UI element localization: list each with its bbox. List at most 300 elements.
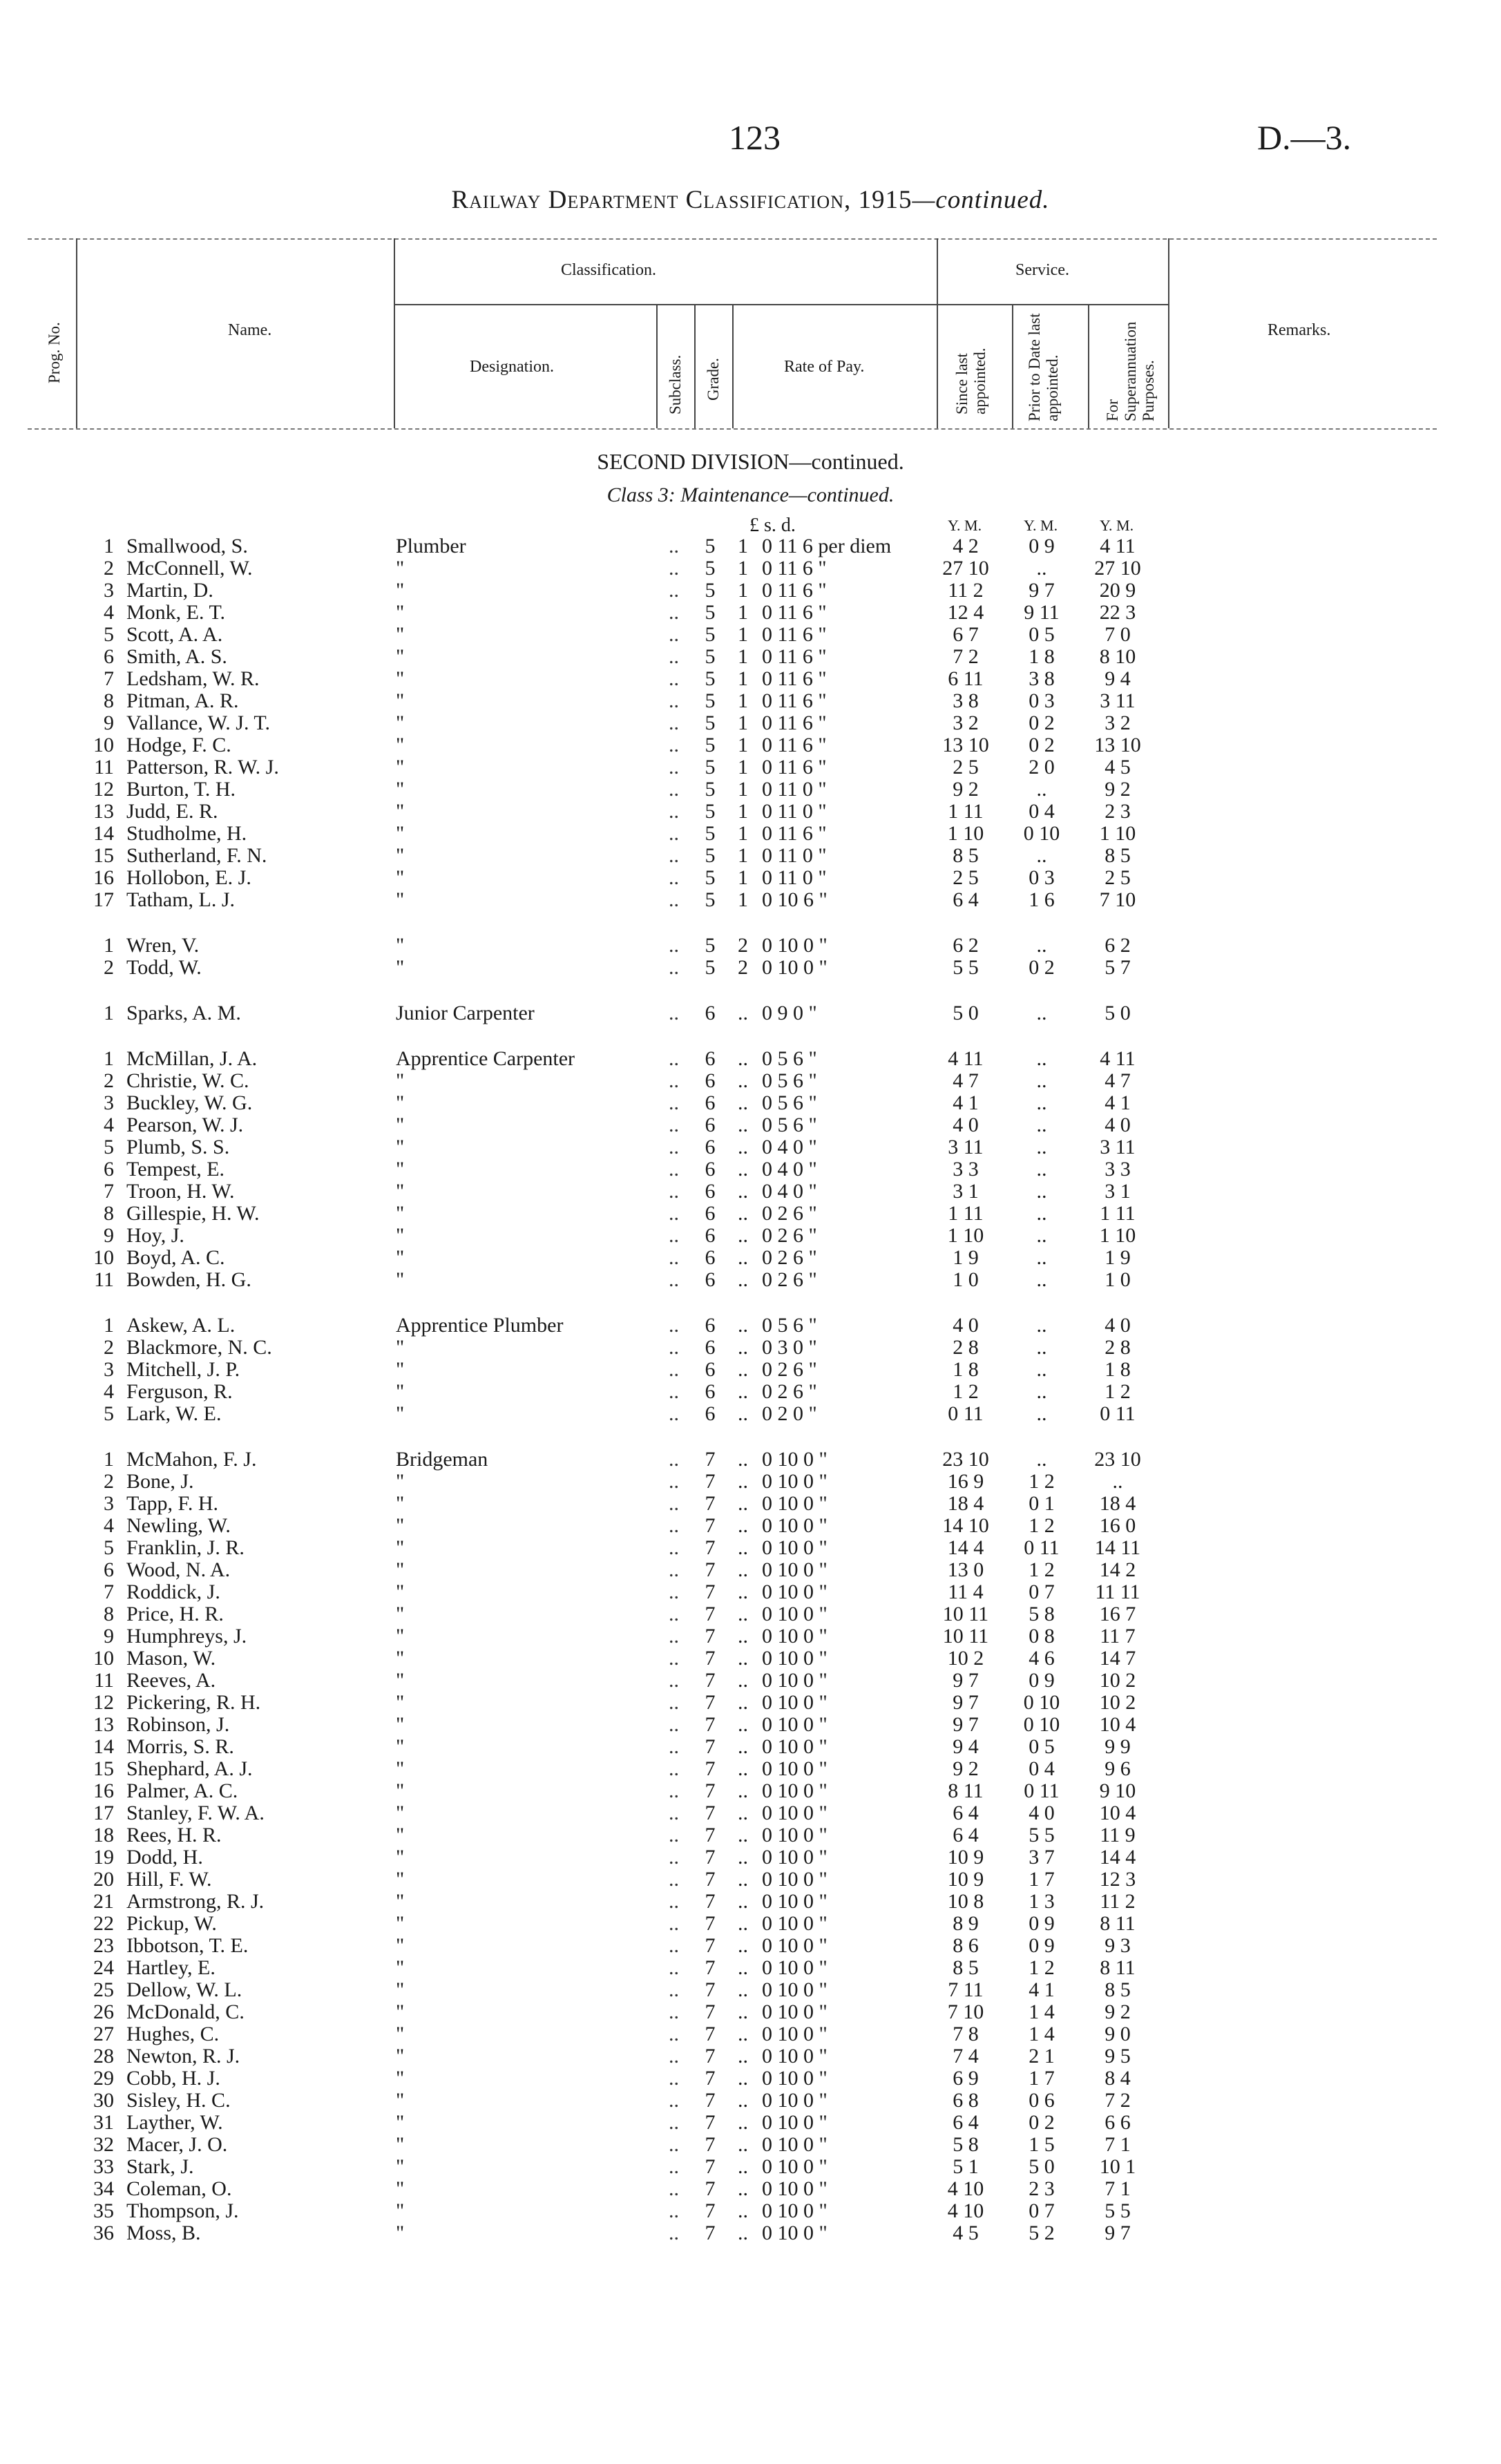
cell-superannuation: 3 1 (1105, 1180, 1131, 1203)
table-row (76, 1359, 1156, 1381)
cell-rate-of-pay: 0 2 6 " (762, 1202, 817, 1225)
cell-grade: .. (738, 2199, 748, 2222)
cell-subclass: 5 (705, 734, 716, 756)
cell-since-last: 1 8 (953, 1358, 979, 1381)
cell-name: Blackmore, N. C. (126, 1336, 272, 1359)
cell-name: Gillespie, H. W. (126, 1202, 260, 1225)
header-rate-of-pay: Rate of Pay. (784, 358, 865, 376)
cell-designation: " (396, 1934, 405, 1957)
cell-prog-no: 1 (104, 934, 114, 957)
cell-prog-no: 4 (104, 1514, 114, 1537)
cell-subclass: 7 (705, 1470, 716, 1493)
cell-grade: 1 (738, 711, 748, 734)
table-row (76, 1824, 1156, 1846)
cell-rate-of-pay: 0 11 0 " (762, 778, 827, 801)
cell-name: Newton, R. J. (126, 2045, 240, 2067)
cell-since-last: 10 11 (942, 1625, 989, 1648)
cell-prior-to: .. (1036, 1268, 1047, 1291)
table-row (76, 1269, 1156, 1291)
cell-grade: .. (738, 1890, 748, 1913)
cell-dots: .. (669, 1069, 679, 1092)
cell-subclass: 7 (705, 2111, 716, 2134)
cell-prog-no: 2 (104, 956, 114, 979)
table-row (76, 1515, 1156, 1537)
table-row (76, 1846, 1156, 1869)
cell-subclass: 5 (705, 601, 716, 624)
cell-grade: .. (738, 1069, 748, 1092)
cell-grade: .. (738, 2000, 748, 2023)
cell-dots: .. (669, 1448, 679, 1471)
cell-prog-no: 7 (104, 1580, 114, 1603)
cell-superannuation: 9 9 (1105, 1735, 1131, 1758)
cell-name: Vallance, W. J. T. (126, 711, 271, 734)
cell-prog-no: 1 (104, 1047, 114, 1070)
cell-dots: .. (669, 1047, 679, 1070)
cell-subclass: 6 (705, 1314, 716, 1337)
cell-subclass: 7 (705, 1580, 716, 1603)
table-row (76, 1913, 1156, 1935)
cell-grade: .. (738, 1536, 748, 1559)
cell-grade: .. (738, 1224, 748, 1247)
header-grade: Grade. (705, 358, 722, 401)
cell-name: Tapp, F. H. (126, 1492, 218, 1515)
cell-superannuation: 12 3 (1099, 1868, 1136, 1891)
cell-rate-of-pay: 0 10 0 " (762, 2067, 828, 2090)
cell-grade: .. (738, 1647, 748, 1670)
cell-designation: Plumber (396, 535, 466, 557)
table-row (76, 1002, 1156, 1024)
group-spacer (76, 979, 1156, 1002)
cell-dots: .. (669, 1380, 679, 1403)
cell-since-last: 27 10 (942, 557, 989, 580)
cell-since-last: 6 8 (953, 2089, 979, 2112)
cell-prior-to: 0 9 (1029, 1912, 1055, 1935)
cell-prog-no: 1 (104, 1314, 114, 1337)
cell-grade: .. (738, 1091, 748, 1114)
cell-prior-to: 5 5 (1029, 1824, 1055, 1846)
cell-superannuation: 3 2 (1105, 711, 1131, 734)
cell-since-last: 7 4 (953, 2045, 979, 2067)
cell-name: Macer, J. O. (126, 2133, 228, 2156)
cell-name: Stanley, F. W. A. (126, 1802, 265, 1824)
cell-designation: " (396, 601, 405, 624)
cell-subclass: 6 (705, 1246, 716, 1269)
cell-prog-no: 23 (93, 1934, 114, 1957)
table-row (76, 2134, 1156, 2156)
cell-designation: " (396, 1890, 405, 1913)
cell-designation: " (396, 1580, 405, 1603)
cell-dots: .. (669, 667, 679, 690)
cell-dots: .. (669, 601, 679, 624)
cell-rate-of-pay: 0 10 0 " (762, 1492, 828, 1515)
table-row (76, 1935, 1156, 1957)
table-row (76, 2023, 1156, 2045)
cell-prior-to: .. (1036, 1136, 1047, 1158)
cell-designation: " (396, 1691, 405, 1714)
header-since-wrap (953, 347, 995, 432)
cell-superannuation: 18 4 (1099, 1492, 1136, 1515)
cell-grade: 1 (738, 601, 748, 624)
cell-dots: .. (669, 2155, 679, 2178)
cell-designation: Apprentice Carpenter (396, 1047, 575, 1070)
cell-prog-no: 6 (104, 1558, 114, 1581)
cell-rate-of-pay: 0 10 0 " (762, 1625, 828, 1648)
document-reference: D.—3. (1257, 118, 1352, 157)
cell-prior-to: 0 1 (1029, 1492, 1055, 1515)
cell-since-last: 1 9 (953, 1246, 979, 1269)
cell-prog-no: 14 (93, 1735, 114, 1758)
cell-name: Troon, H. W. (126, 1180, 235, 1203)
table-row (76, 1736, 1156, 1758)
cell-prior-to: 3 8 (1029, 667, 1055, 690)
cell-prog-no: 15 (93, 844, 114, 867)
cell-dots: .. (669, 756, 679, 779)
cell-subclass: 6 (705, 1136, 716, 1158)
table-row (76, 823, 1156, 845)
cell-designation: " (396, 888, 405, 911)
cell-dots: .. (669, 2045, 679, 2067)
cell-dots: .. (669, 1158, 679, 1181)
table-row (76, 1957, 1156, 1979)
cell-subclass: 7 (705, 1735, 716, 1758)
cell-superannuation: 9 10 (1099, 1779, 1136, 1802)
cell-grade: .. (738, 2023, 748, 2045)
cell-superannuation: 14 7 (1099, 1647, 1136, 1670)
cell-since-last: 6 11 (948, 667, 984, 690)
cell-rate-of-pay: 0 11 6 " (762, 711, 827, 734)
cell-since-last: 6 7 (953, 623, 979, 646)
cell-grade: .. (738, 1314, 748, 1337)
cell-grade: .. (738, 1691, 748, 1714)
cell-grade: .. (738, 1868, 748, 1891)
cell-dots: .. (669, 956, 679, 979)
cell-dots: .. (669, 1514, 679, 1537)
table-row (76, 1758, 1156, 1780)
cell-designation: Junior Carpenter (396, 1002, 535, 1024)
cell-superannuation: 8 11 (1100, 1956, 1136, 1979)
cell-dots: .. (669, 1824, 679, 1846)
cell-subclass: 6 (705, 1158, 716, 1181)
group-spacer (76, 1425, 1156, 1449)
cell-subclass: 7 (705, 2133, 716, 2156)
cell-prior-to: 0 5 (1029, 623, 1055, 646)
cell-prog-no: 12 (93, 1691, 114, 1714)
cell-prior-to: .. (1036, 557, 1047, 580)
header-top-rule (28, 238, 1437, 240)
cell-prog-no: 36 (93, 2222, 114, 2244)
cell-subclass: 5 (705, 778, 716, 801)
table-row (76, 646, 1156, 668)
cell-subclass: 5 (705, 934, 716, 957)
cell-superannuation: 7 2 (1105, 2089, 1131, 2112)
cell-subclass: 5 (705, 645, 716, 668)
cell-prog-no: 9 (104, 1625, 114, 1648)
cell-rate-of-pay: 0 10 0 " (762, 1757, 828, 1780)
cell-grade: .. (738, 1802, 748, 1824)
cell-rate-of-pay: 0 4 0 " (762, 1180, 817, 1203)
cell-designation: " (396, 1912, 405, 1935)
cell-grade: .. (738, 1380, 748, 1403)
cell-prior-to: 1 2 (1029, 1558, 1055, 1581)
cell-since-last: 10 9 (947, 1868, 984, 1891)
cell-dots: .. (669, 535, 679, 557)
header-service: Service. (1015, 261, 1069, 279)
cell-prog-no: 9 (104, 1224, 114, 1247)
cell-since-last: 8 6 (953, 1934, 979, 1957)
cell-dots: .. (669, 866, 679, 889)
cell-subclass: 6 (705, 1224, 716, 1247)
cell-rate-of-pay: 0 2 6 " (762, 1224, 817, 1247)
cell-prog-no: 9 (104, 711, 114, 734)
cell-designation: " (396, 1735, 405, 1758)
cell-name: Palmer, A. C. (126, 1779, 238, 1802)
cell-prog-no: 25 (93, 1978, 114, 2001)
cell-superannuation: 7 10 (1099, 888, 1136, 911)
cell-rate-of-pay: 0 10 0 " (762, 2199, 828, 2222)
table-row (76, 2156, 1156, 2178)
cell-prior-to: .. (1036, 1448, 1047, 1471)
cell-subclass: 6 (705, 1091, 716, 1114)
cell-since-last: 14 10 (942, 1514, 989, 1537)
cell-since-last: 13 10 (942, 734, 989, 756)
cell-since-last: 1 10 (947, 822, 984, 845)
cell-designation: " (396, 1358, 405, 1381)
cell-designation: " (396, 689, 405, 712)
cell-grade: 1 (738, 579, 748, 602)
cell-prior-to: .. (1036, 1180, 1047, 1203)
cell-since-last: 5 8 (953, 2133, 979, 2156)
cell-superannuation: 4 11 (1100, 1047, 1136, 1070)
cell-since-last: 6 9 (953, 2067, 979, 2090)
table-row (76, 1471, 1156, 1493)
cell-designation: " (396, 645, 405, 668)
cell-subclass: 7 (705, 2155, 716, 2178)
cell-prog-no: 30 (93, 2089, 114, 2112)
cell-designation: " (396, 2067, 405, 2090)
cell-prog-no: 18 (93, 1824, 114, 1846)
cell-since-last: 18 4 (947, 1492, 984, 1515)
cell-grade: .. (738, 1603, 748, 1625)
cell-designation: " (396, 2199, 405, 2222)
cell-grade: .. (738, 1934, 748, 1957)
cell-subclass: 7 (705, 1691, 716, 1714)
cell-prior-to: 0 9 (1029, 1669, 1055, 1692)
cell-rate-of-pay: 0 10 0 " (762, 2177, 828, 2200)
cell-superannuation: 7 1 (1105, 2177, 1131, 2200)
cell-prog-no: 6 (104, 1158, 114, 1181)
cell-prog-no: 2 (104, 1069, 114, 1092)
cell-name: Sisley, H. C. (126, 2089, 231, 2112)
cell-dots: .. (669, 1180, 679, 1203)
cell-prog-no: 16 (93, 866, 114, 889)
cell-since-last: 10 8 (947, 1890, 984, 1913)
cell-prior-to: 0 4 (1029, 800, 1055, 823)
cell-grade: 1 (738, 888, 748, 911)
cell-prior-to: .. (1036, 1002, 1047, 1024)
cell-since-last: 4 5 (953, 2222, 979, 2244)
cell-prog-no: 7 (104, 1180, 114, 1203)
cell-name: Hollobon, E. J. (126, 866, 251, 889)
cell-grade: .. (738, 2111, 748, 2134)
cell-rate-of-pay: 0 10 0 " (762, 1934, 828, 1957)
cell-rate-of-pay: 0 10 0 " (762, 934, 828, 957)
cell-prior-to: .. (1036, 1069, 1047, 1092)
cell-subclass: 7 (705, 1757, 716, 1780)
cell-subclass: 7 (705, 1603, 716, 1625)
cell-superannuation: 9 6 (1105, 1757, 1131, 1780)
cell-prog-no: 3 (104, 1492, 114, 1515)
header-bottom-rule (28, 428, 1437, 430)
cell-prog-no: 10 (93, 1246, 114, 1269)
cell-dots: .. (669, 1978, 679, 2001)
cell-prog-no: 11 (94, 1268, 114, 1291)
cell-prior-to: 0 10 (1023, 1691, 1060, 1714)
table-row (76, 1381, 1156, 1403)
cell-since-last: 4 11 (948, 1047, 984, 1070)
cell-designation: " (396, 1246, 405, 1269)
cell-grade: .. (738, 1779, 748, 1802)
cell-subclass: 7 (705, 1824, 716, 1846)
cell-rate-of-pay: 0 10 0 " (762, 2133, 828, 2156)
cell-grade: 1 (738, 535, 748, 557)
cell-grade: 1 (738, 645, 748, 668)
cell-grade: .. (738, 1158, 748, 1181)
cell-dots: .. (669, 734, 679, 756)
cell-since-last: 4 7 (953, 1069, 979, 1092)
table-row (76, 1114, 1156, 1136)
cell-prog-no: 33 (93, 2155, 114, 2178)
cell-superannuation: 10 2 (1099, 1691, 1136, 1714)
cell-subclass: 7 (705, 2177, 716, 2200)
cell-designation: " (396, 1180, 405, 1203)
cell-grade: .. (738, 1912, 748, 1935)
cell-superannuation: 9 0 (1105, 2023, 1131, 2045)
cell-rate-of-pay: 0 11 6 " (762, 756, 827, 779)
cell-designation: " (396, 667, 405, 690)
cell-prog-no: 14 (93, 822, 114, 845)
cell-prior-to: 0 6 (1029, 2089, 1055, 2112)
cell-name: Sparks, A. M. (126, 1002, 241, 1024)
cell-designation: " (396, 1091, 405, 1114)
cell-dots: .. (669, 1558, 679, 1581)
cell-prog-no: 17 (93, 1802, 114, 1824)
header-name: Name. (228, 321, 272, 339)
cell-designation: " (396, 1978, 405, 2001)
cell-prog-no: 1 (104, 535, 114, 557)
cell-prog-no: 2 (104, 557, 114, 580)
cell-rate-of-pay: 0 10 0 " (762, 2111, 828, 2134)
cell-since-last: 6 4 (953, 2111, 979, 2134)
table-row (76, 1979, 1156, 2001)
cell-designation: " (396, 2045, 405, 2067)
cell-grade: 1 (738, 667, 748, 690)
cell-designation: " (396, 1492, 405, 1515)
cell-rate-of-pay: 0 10 0 " (762, 1669, 828, 1692)
cell-prior-to: 0 3 (1029, 689, 1055, 712)
table-row (76, 734, 1156, 756)
cell-subclass: 7 (705, 1492, 716, 1515)
cell-designation: " (396, 1713, 405, 1736)
cell-dots: .. (669, 1358, 679, 1381)
cell-subclass: 6 (705, 1047, 716, 1070)
group-spacer (76, 911, 1156, 935)
cell-name: Stark, J. (126, 2155, 194, 2178)
cell-since-last: 14 4 (947, 1536, 984, 1559)
cell-prog-no: 10 (93, 734, 114, 756)
table-row (76, 2112, 1156, 2134)
cell-designation: " (396, 734, 405, 756)
cell-designation: " (396, 2000, 405, 2023)
cell-rate-of-pay: 0 4 0 " (762, 1136, 817, 1158)
cell-prior-to: 5 2 (1029, 2222, 1055, 2244)
cell-since-last: 10 2 (947, 1647, 984, 1670)
cell-designation: " (396, 1846, 405, 1869)
cell-superannuation: 1 11 (1100, 1202, 1136, 1225)
cell-superannuation: 14 2 (1099, 1558, 1136, 1581)
cell-name: Patterson, R. W. J. (126, 756, 279, 779)
table-row (76, 602, 1156, 624)
title-continued: —continued. (912, 186, 1050, 214)
cell-designation: " (396, 866, 405, 889)
cell-since-last: 8 11 (948, 1779, 984, 1802)
cell-rate-of-pay: 0 10 0 " (762, 1956, 828, 1979)
cell-rate-of-pay: 0 2 6 " (762, 1380, 817, 1403)
cell-subclass: 7 (705, 1536, 716, 1559)
cell-prior-to: 1 8 (1029, 645, 1055, 668)
cell-dots: .. (669, 1713, 679, 1736)
cell-superannuation: 3 3 (1105, 1158, 1131, 1181)
cell-designation: " (396, 1956, 405, 1979)
cell-designation: " (396, 1202, 405, 1225)
cell-name: Dellow, W. L. (126, 1978, 242, 2001)
cell-dots: .. (669, 822, 679, 845)
cell-prior-to: 2 1 (1029, 2045, 1055, 2067)
cell-grade: .. (738, 1846, 748, 1869)
cell-prior-to: 1 5 (1029, 2133, 1055, 2156)
cell-since-last: 1 11 (948, 1202, 984, 1225)
cell-name: Dodd, H. (126, 1846, 203, 1869)
cell-name: Armstrong, R. J. (126, 1890, 265, 1913)
cell-prior-to: 4 0 (1029, 1802, 1055, 1824)
cell-dots: .. (669, 623, 679, 646)
cell-since-last: 16 9 (947, 1470, 984, 1493)
cell-prior-to: 9 11 (1024, 601, 1060, 624)
cell-dots: .. (669, 778, 679, 801)
cell-subclass: 6 (705, 1402, 716, 1425)
cell-name: Shephard, A. J. (126, 1757, 253, 1780)
header-prior-to: Prior to Date last appointed. (1026, 313, 1061, 421)
cell-name: Bone, J. (126, 1470, 194, 1493)
cell-grade: 1 (738, 689, 748, 712)
cell-rate-of-pay: 0 10 0 " (762, 1514, 828, 1537)
cell-grade: .. (738, 1047, 748, 1070)
col-rule-grade (732, 304, 734, 428)
cell-prior-to: 0 8 (1029, 1625, 1055, 1648)
cell-superannuation: 4 1 (1105, 1091, 1131, 1114)
cell-dots: .. (669, 1956, 679, 1979)
cell-superannuation: 6 6 (1105, 2111, 1131, 2134)
cell-rate-of-pay: 0 10 0 " (762, 1691, 828, 1714)
cell-since-last: 11 2 (948, 579, 984, 602)
cell-rate-of-pay: 0 5 6 " (762, 1114, 817, 1136)
cell-dots: .. (669, 2199, 679, 2222)
cell-rate-of-pay: 0 10 0 " (762, 1779, 828, 1802)
cell-subclass: 7 (705, 1514, 716, 1537)
cell-name: Reeves, A. (126, 1669, 216, 1692)
cell-designation: Apprentice Plumber (396, 1314, 564, 1337)
cell-grade: .. (738, 1978, 748, 2001)
cell-grade: .. (738, 1625, 748, 1648)
